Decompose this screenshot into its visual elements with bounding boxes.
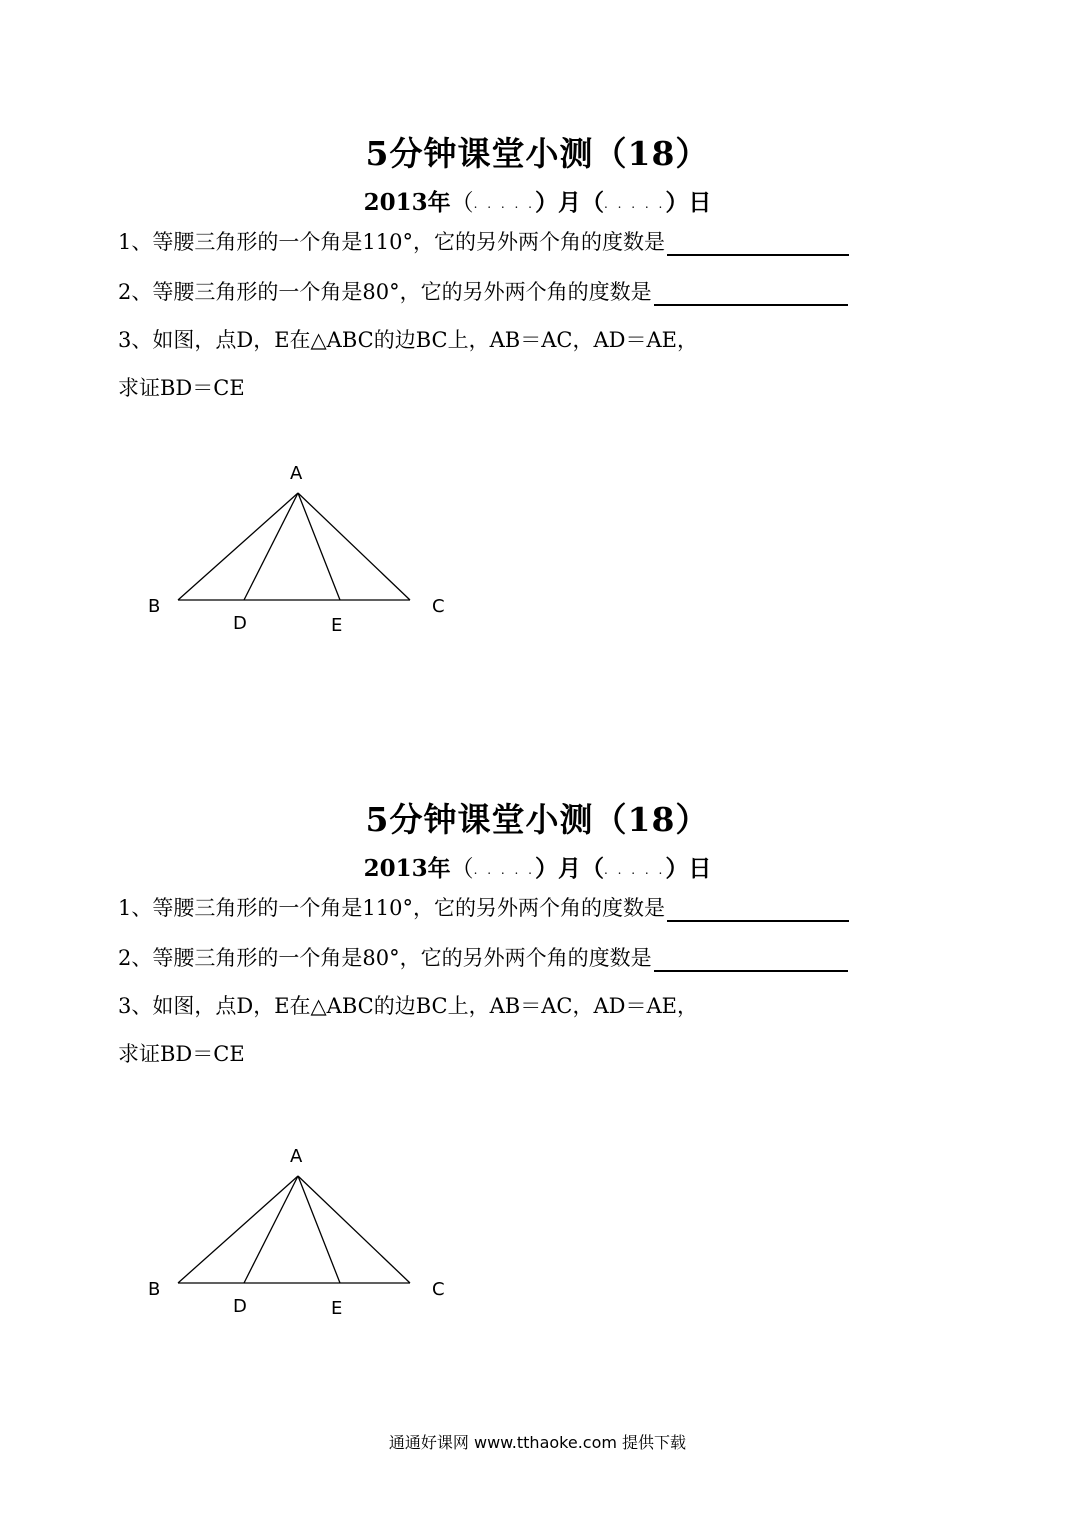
quiz-title-text: 5分钟课堂小测（18） (365, 800, 710, 839)
date-month-blank: . . . . . (473, 863, 535, 877)
question-3-proof: 求证BD＝CE (118, 1042, 245, 1066)
segment-ad (244, 1176, 298, 1283)
label-c: C (432, 1279, 445, 1300)
quiz-title (0, 128, 1075, 175)
segment-ad (244, 493, 298, 600)
question-3: 3、如图，点D，E在△ABC的边BC上，AB＝AC，AD＝AE， (118, 328, 698, 352)
answer-blank-2 (654, 946, 848, 972)
question-2 (118, 942, 848, 972)
label-b: B (148, 596, 161, 617)
segment-ab (178, 1176, 298, 1283)
label-a: A (290, 463, 303, 484)
question-2 (118, 276, 848, 306)
label-b: B (148, 1279, 161, 1300)
label-a: A (290, 1146, 303, 1167)
answer-blank-2 (654, 280, 848, 306)
date-month-label: ）月（ (535, 189, 604, 216)
date-day-blank: . . . . . (604, 197, 666, 211)
label-d: D (233, 613, 247, 634)
question-3: 3、如图，点D，E在△ABC的边BC上，AB＝AC，AD＝AE， (118, 994, 698, 1018)
segment-ae (298, 493, 340, 600)
date-day-blank: . . . . . (604, 863, 666, 877)
quiz-title (0, 794, 1075, 841)
date-year: 2013年 (363, 855, 451, 882)
segment-ac (298, 1176, 410, 1283)
answer-blank-1 (667, 896, 849, 922)
label-d: D (233, 1296, 247, 1317)
question-2-text: 2、等腰三角形的一个角是80°，它的另外两个角的度数是 (118, 946, 652, 970)
date-month-label: ）月（ (535, 855, 604, 882)
question-1 (118, 226, 849, 256)
date-month-blank: . . . . . (473, 197, 535, 211)
triangle-figure (140, 455, 470, 645)
quiz-title-text: 5分钟课堂小测（18） (365, 134, 710, 173)
date-year: 2013年 (363, 189, 451, 216)
question-1-text: 1、等腰三角形的一个角是110°，它的另外两个角的度数是 (118, 896, 665, 920)
question-1 (118, 892, 849, 922)
date-day-label: ）日 (665, 855, 712, 882)
date-open-paren: （ (450, 856, 474, 882)
quiz-block-1 (0, 0, 1075, 660)
question-1-text: 1、等腰三角形的一个角是110°，它的另外两个角的度数是 (118, 230, 665, 254)
label-e: E (331, 615, 343, 636)
segment-ae (298, 1176, 340, 1283)
answer-blank-1 (667, 230, 849, 256)
date-line (0, 184, 1075, 217)
segment-ab (178, 493, 298, 600)
date-open-paren: （ (450, 190, 474, 216)
question-3-proof: 求证BD＝CE (118, 376, 245, 400)
footer-credit: 通通好课网 www.tthaoke.com 提供下载 (388, 1433, 687, 1452)
segment-ac (298, 493, 410, 600)
triangle-figure (140, 1138, 470, 1328)
question-2-text: 2、等腰三角形的一个角是80°，它的另外两个角的度数是 (118, 280, 652, 304)
quiz-block-2 (0, 666, 1075, 1326)
date-day-label: ）日 (665, 189, 712, 216)
label-c: C (432, 596, 445, 617)
label-e: E (331, 1298, 343, 1319)
date-line (0, 850, 1075, 883)
